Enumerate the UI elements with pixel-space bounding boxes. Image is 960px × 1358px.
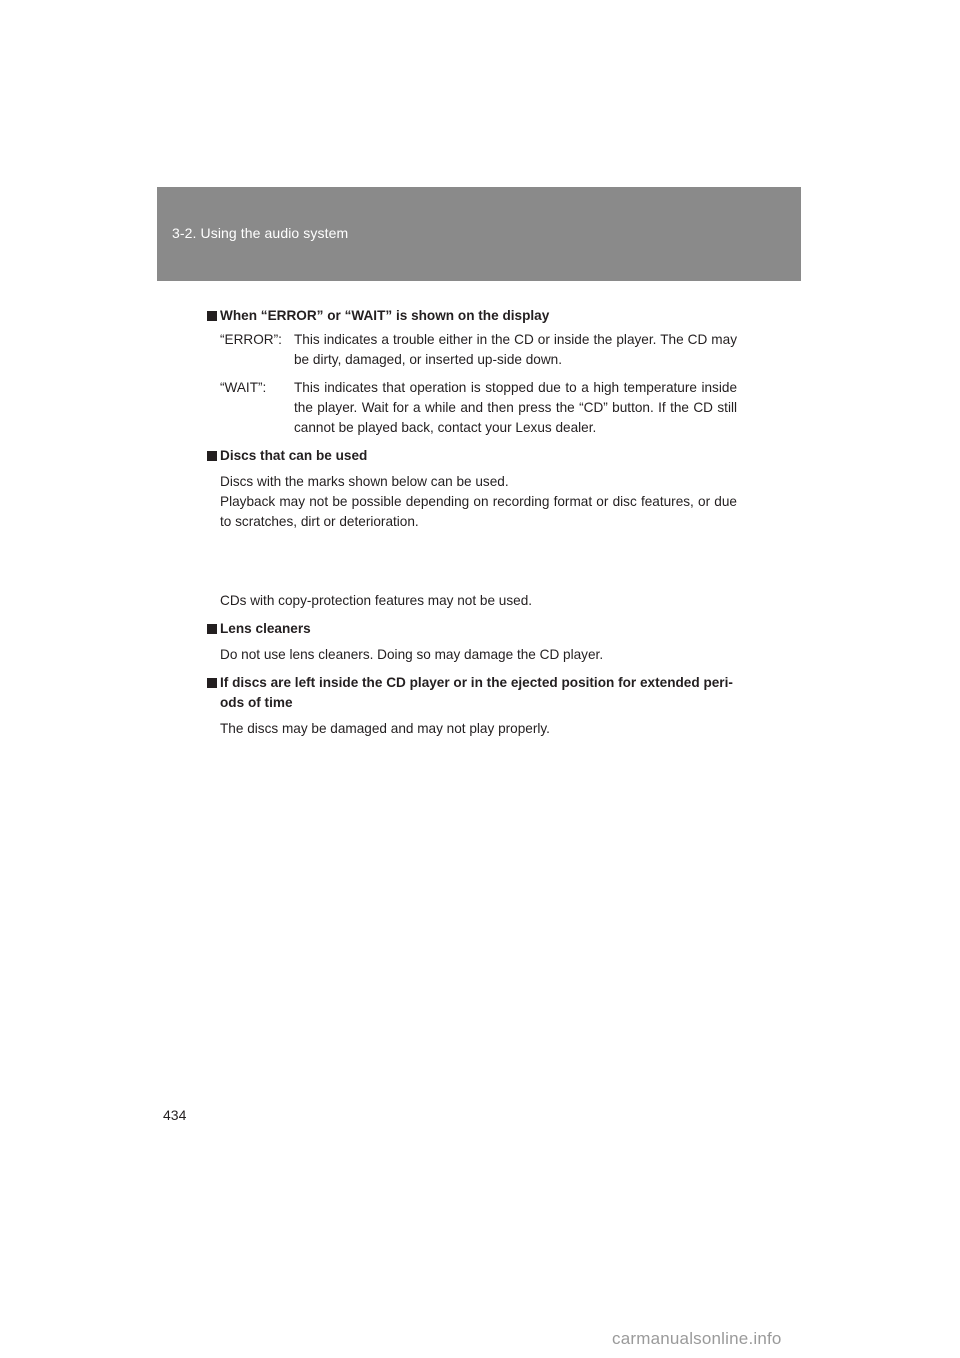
definition-description: This indicates that operation is stopped due to a high temperature inside the player. Wait for a while and then press the “CD” button. If the CD still cannot be played back, contact your Lexus dealer. [294, 380, 737, 435]
square-bullet-icon [207, 311, 217, 321]
section-title: 3-2. Using the audio system [172, 225, 349, 241]
watermark-text: carmanualsonline.info [612, 1329, 782, 1348]
heading-text: When “ERROR” or “WAIT” is shown on the display [220, 308, 550, 323]
definition-term: “WAIT”: [220, 380, 267, 395]
square-bullet-icon [207, 678, 217, 688]
paragraph: Discs with the marks shown below can be used. [220, 474, 509, 489]
heading-text: Lens cleaners [220, 621, 311, 636]
section-heading-lens-cleaners [207, 619, 737, 639]
square-bullet-icon [207, 624, 217, 634]
definition-error [207, 330, 737, 370]
section-heading-discs-left-inside [207, 673, 737, 713]
disc-marks-area [207, 532, 737, 591]
definition-wait [207, 378, 737, 438]
definition-description: This indicates a trouble either in the CD or inside the player. The CD may be dirty, damaged, or inserted up-side down. [294, 332, 737, 367]
paragraph: The discs may be damaged and may not play properly. [220, 721, 550, 736]
heading-text: Discs that can be used [220, 448, 368, 463]
paragraph: Playback may not be possible depending on recording format or disc features, or due to scratches, dirt or deterioration. [220, 494, 737, 529]
definition-term: “ERROR”: [220, 332, 282, 347]
heading-text: If discs are left inside the CD player or in the ejected position for extended peri-ods of time [220, 675, 733, 710]
square-bullet-icon [207, 451, 217, 461]
section-heading-error-wait [207, 306, 737, 326]
paragraph: Do not use lens cleaners. Doing so may damage the CD player. [220, 647, 604, 662]
paragraph: CDs with copy-protection features may not be used. [220, 593, 533, 608]
page-content [207, 306, 737, 739]
page-number: 434 [163, 1107, 187, 1123]
section-header-band [157, 187, 801, 281]
section-heading-discs [207, 446, 737, 466]
